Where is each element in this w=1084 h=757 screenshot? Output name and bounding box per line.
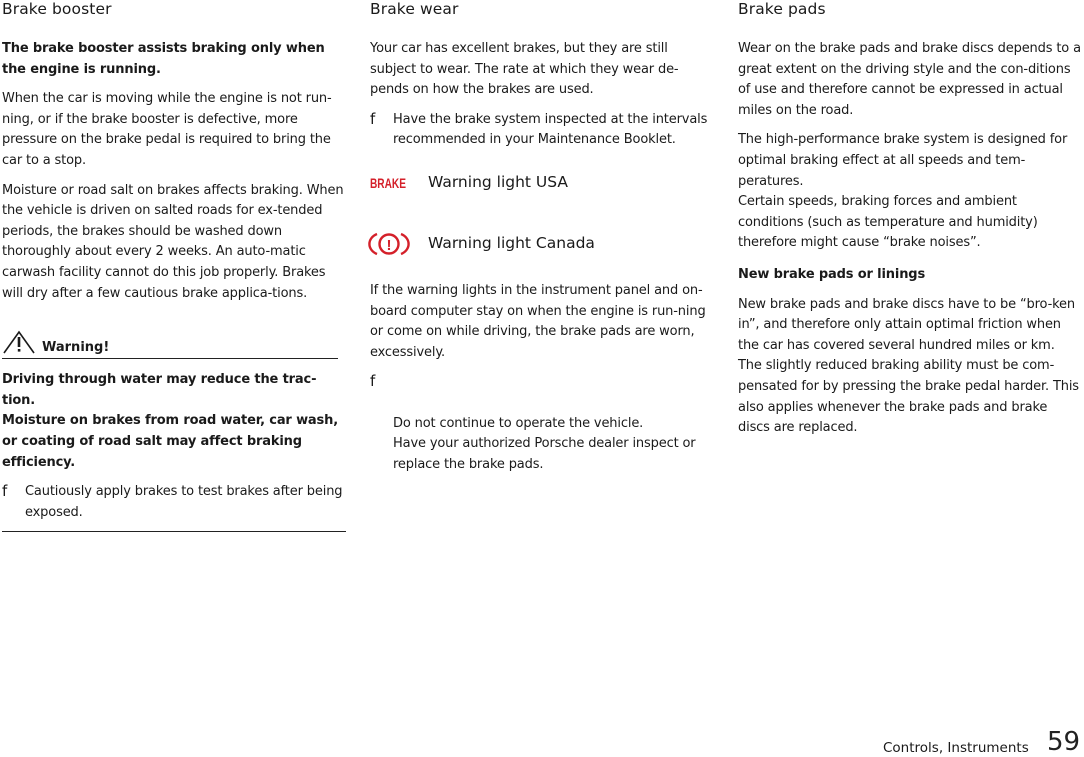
bullet-mark: f [370,372,376,391]
warning-triangle-icon [2,330,38,354]
warning-body [2,370,346,473]
column-brake-pads [738,0,1082,439]
column-brake-booster [2,0,346,532]
list-item-text: Have the brake system inspected at the intervals recommended in your Maintenance Booklet. [393,111,708,148]
warning-light-canada-label: Warning light Canada [428,233,595,252]
brake-booster-intro: The brake booster assists braking only when the engine is running. [2,41,325,77]
warning-light-usa-label: Warning light USA [428,172,569,191]
list-item-text: Do not continue to operate the vehicle. Have your authorized Porsche dealer inspect or replace the brake pads. [393,415,696,472]
brake-wear-paragraph-1: Your car has excellent brakes, but they are still subject to wear. The rate at which they wear de-pends on how the brakes are used. [370,41,679,98]
warning-light-usa-row [370,172,720,231]
warning-header [2,326,338,359]
section-title-brake-booster: Brake booster [2,0,112,18]
divider [2,531,346,532]
brake-booster-paragraph-1: When the car is moving while the engine is not run-ning, or if the brake booster is defective, more pressure on the brake pedal is required to bring the car to a stop. [2,91,332,168]
warning-label: Warning! [42,340,110,356]
bullet-mark: f [2,482,8,501]
brake-warning-circle-icon [370,231,408,257]
brake-booster-paragraph-2: Moisture or road salt on brakes affects braking. When the vehicle is driven on salted roads for ex-tended periods, the brakes should be washed down thoroughly about every 2 weeks. An auto-matic carwash facility cannot do this job properly. Brakes will dry after a few cautious brake applica-tions. [2,182,344,301]
section-title-brake-wear: Brake wear [370,0,459,18]
footer-section-label: Controls, Instruments [883,740,1029,756]
section-title-brake-pads: Brake pads [738,0,826,18]
list-item [370,372,713,475]
list-item [2,482,346,523]
list-item [370,110,713,151]
brake-wear-paragraph-2: If the warning lights in the instrument panel and on-board computer stay on when the engine is run-ning or come on while driving, the brake pads are worn, excessively. [370,282,706,360]
list-item-text: Cautiously apply brakes to test brakes after being exposed. [25,484,343,520]
page-number: 59 [1047,727,1081,757]
bullet-mark: f [370,109,376,128]
warning-text-1: Driving through water may reduce the trac-tion. [2,372,317,408]
brake-warning-light-icon [370,172,410,192]
subtitle-new-brake-pads: New brake pads or linings [738,266,926,282]
column-brake-wear [370,0,720,475]
brake-pads-paragraph-1: Wear on the brake pads and brake discs depends to a great extent on the driving style and the con-ditions of use and therefore cannot be expressed in actual miles on the road. [738,41,1081,118]
canada-icon-text: ! [386,236,392,254]
warning-text-2: Moisture on brakes from road water, car wash, or coating of road salt may affect braking efficiency. [2,413,339,470]
brake-icon-text: BRAKE [370,174,406,191]
brake-pads-paragraph-3: New brake pads and brake discs have to be “bro-ken in”, and therefore only attain optimal friction when the car has covered several hundred miles or km. The slightly reduced braking ability must be com-pensated for by pressing the brake pedal harder. This also applies whenever the brake pads and brake discs are replaced. [738,296,1079,436]
brake-pads-paragraph-2: The high-performance brake system is designed for optimal braking effect at all speeds and tem-peratures. Certain speeds, braking forces and ambient conditions (such as temperature and humidity) therefore might cause “brake noises”. [738,132,1068,251]
warning-light-canada-row [370,231,720,281]
